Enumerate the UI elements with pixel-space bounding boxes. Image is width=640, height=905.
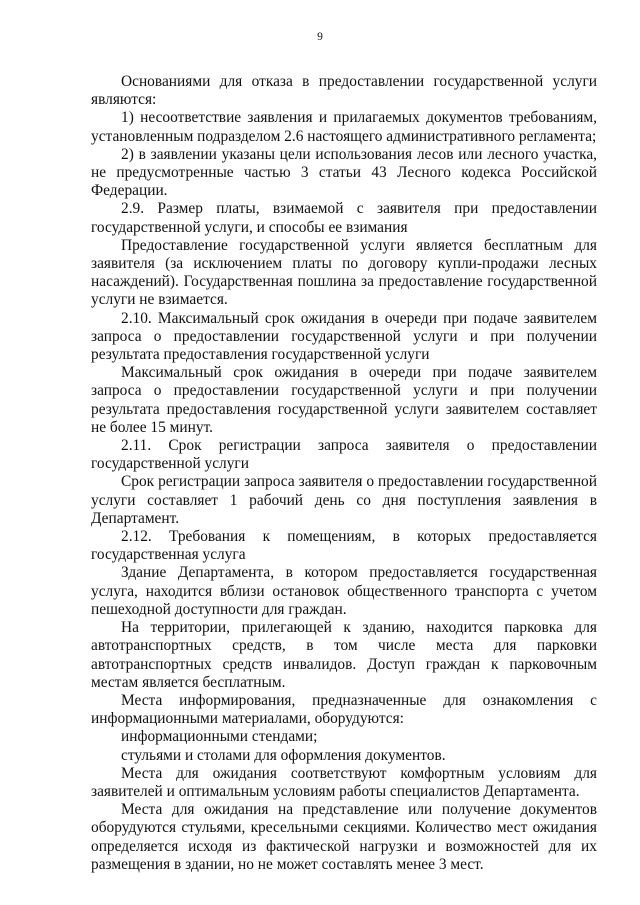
paragraph-queue-time: Максимальный срок ожидания в очереди при подаче заявителем запроса о предоставлении государственной услуги и при получении результата предоставления государственной услуги заявителем составляет не более 15 минут.	[91, 364, 597, 436]
paragraph-waiting-equipment: Места для ожидания на представление или получение документов оборудуются стульями, кресельными секциями. Количество мест ожидания определяется исходя из фактической нагрузки и возможностей для их размещения в здании, но не может составлять менее 3 мест.	[91, 801, 597, 873]
paragraph-refusal-item-1: 1) несоответствие заявления и прилагаемых документов требованиям, установленным подразделом 2.6 настоящего административного регламента;	[91, 109, 597, 145]
paragraph-information-places: Места информирования, предназначенные для ознакомления с информационными материалами, оборудуются:	[91, 691, 597, 728]
paragraph-registration-time: Срок регистрации запроса заявителя о предоставлении государственной услуги составляет 1 рабочий день со дня поступления заявления в Департамент.	[91, 473, 597, 527]
page-number: 9	[317, 31, 323, 43]
section-heading-2-9: 2.9. Размер платы, взимаемой с заявителя при предоставлении государственной услуги, и способы ее взимания	[91, 200, 597, 236]
paragraph-building-location: Здание Департамента, в котором предоставляется государственная услуга, находится вблизи остановок общественного транспорта с учетом пешеходной доступности для граждан.	[91, 564, 597, 618]
paragraph-refusal-grounds: Основаниями для отказа в предоставлении государственной услуги являются:	[91, 73, 597, 109]
section-heading-2-11: 2.11. Срок регистрации запроса заявителя о предоставлении государственной услуги	[91, 437, 597, 473]
list-item-info-stands: информационными стендами;	[121, 728, 318, 746]
paragraph-parking: На территории, прилегающей к зданию, находится парковка для автотранспортных средств, в том числе места для парковки автотранспортных средств инвалидов. Доступ граждан к парковочным местам является бесплатным.	[91, 619, 597, 691]
paragraph-refusal-item-2: 2) в заявлении указаны цели использования лесов или лесного участка, не предусмотренные частью 3 статьи 43 Лесного кодекса Российской Федерации.	[91, 145, 597, 200]
list-item-chairs-tables: стульями и столами для оформления документов.	[121, 746, 446, 764]
section-heading-2-12: 2.12. Требования к помещениям, в которых предоставляется государственная услуга	[91, 528, 597, 564]
page-body	[91, 73, 597, 874]
section-heading-2-10: 2.10. Максимальный срок ожидания в очереди при подаче заявителем запроса о предоставлении государственной услуги и при получении результата предоставления государственной услуги	[91, 309, 597, 364]
paragraph-free-of-charge: Предоставление государственной услуги является бесплатным для заявителя (за исключением платы по договору купли-продажи лесных насаждений). Государственная пошлина за предоставление государственной услуги не взимается.	[91, 236, 597, 309]
paragraph-waiting-places: Места для ожидания соответствуют комфортным условиям для заявителей и оптимальным условиям работы специалистов Департамента.	[91, 764, 597, 800]
